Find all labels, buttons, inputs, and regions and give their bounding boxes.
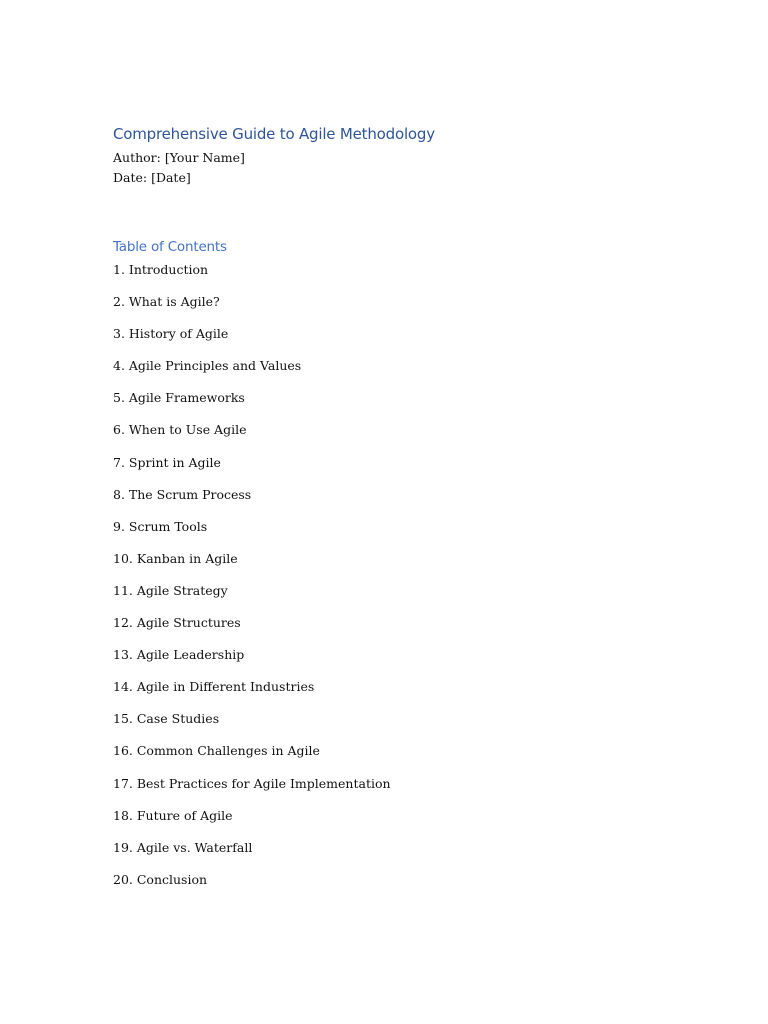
toc-list [113, 262, 391, 904]
toc-item: 9. Scrum Tools [113, 518, 208, 534]
toc-item: 19. Agile vs. Waterfall [113, 839, 253, 855]
toc-item: 6. When to Use Agile [113, 422, 247, 438]
author-line: Author: [Your Name] [113, 150, 245, 165]
toc-item: 10. Kanban in Agile [113, 550, 238, 566]
toc-item: 11. Agile Strategy [113, 582, 228, 598]
toc-item: 17. Best Practices for Agile Implementation [113, 775, 391, 791]
toc-item: 5. Agile Frameworks [113, 390, 245, 406]
toc-item: 14. Agile in Different Industries [113, 679, 315, 695]
toc-item: 7. Sprint in Agile [113, 454, 221, 470]
date-line: Date: [Date] [113, 170, 191, 185]
toc-item: 16. Common Challenges in Agile [113, 743, 320, 759]
toc-item: 20. Conclusion [113, 871, 208, 887]
toc-item: 12. Agile Structures [113, 615, 241, 631]
toc-item: 18. Future of Agile [113, 807, 233, 823]
toc-heading: Table of Contents [113, 239, 227, 255]
toc-item: 13. Agile Leadership [113, 647, 245, 663]
toc-item: 3. History of Agile [113, 326, 229, 342]
toc-item: 15. Case Studies [113, 711, 220, 727]
toc-item: 2. What is Agile? [113, 294, 220, 310]
document-title: Comprehensive Guide to Agile Methodology [113, 125, 435, 143]
toc-item: 8. The Scrum Process [113, 486, 252, 502]
toc-item: 1. Introduction [113, 262, 209, 277]
toc-item: 4. Agile Principles and Values [113, 358, 302, 374]
